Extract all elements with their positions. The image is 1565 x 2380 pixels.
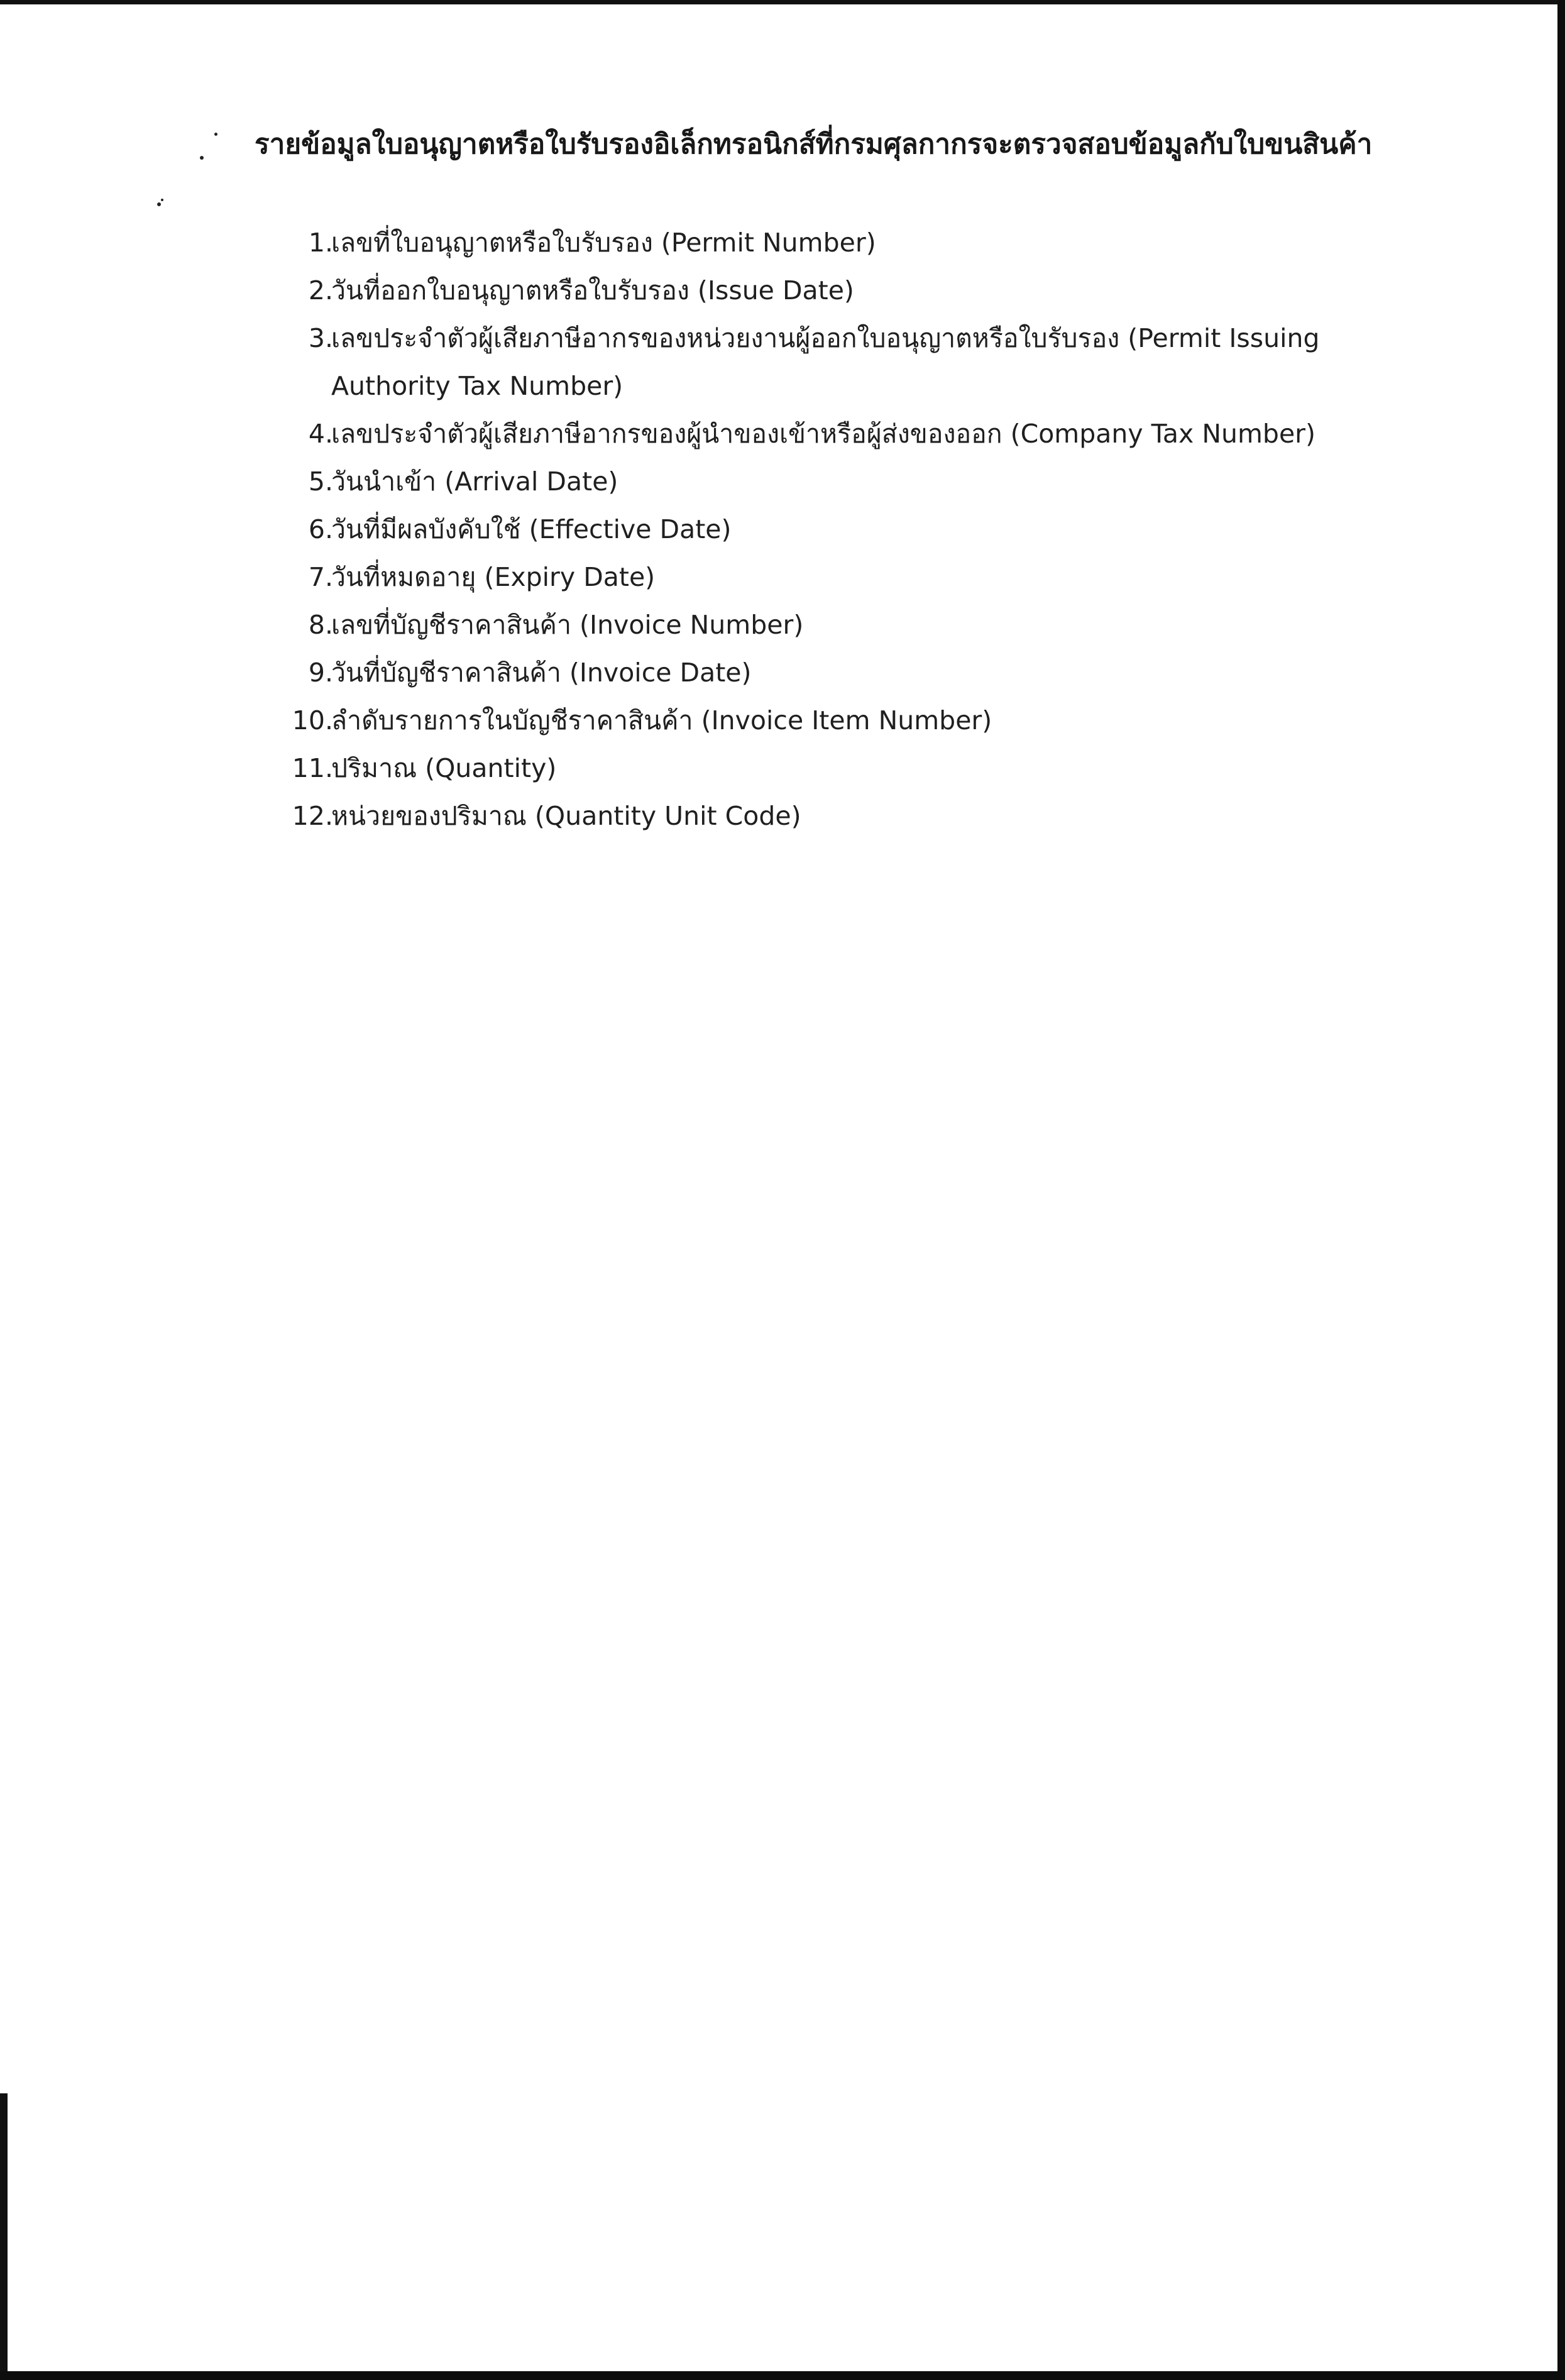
item-text: ลำดับรายการในบัญชีราคาสินค้า (Invoice Item Number) [331, 705, 992, 735]
scan-speck [161, 199, 163, 201]
list-item [273, 410, 1537, 458]
item-number: 6. [308, 514, 333, 544]
scan-edge-top [0, 0, 1565, 4]
list-item [273, 267, 1537, 314]
scan-speck [157, 202, 161, 206]
item-number: 7. [308, 562, 333, 592]
list-item [273, 649, 1537, 697]
item-text: เลขที่ใบอนุญาตหรือใบรับรอง (Permit Number) [331, 228, 876, 258]
item-number: 5. [308, 466, 333, 497]
list-item [273, 792, 1537, 840]
item-text: วันที่ออกใบอนุญาตหรือใบรับรอง (Issue Date) [331, 275, 854, 306]
item-text: เลขประจำตัวผู้เสียภาษีอากรของผู้นำของเข้าหรือผู้ส่งของออก (Company Tax Number) [331, 419, 1316, 449]
item-text: วันที่บัญชีราคาสินค้า (Invoice Date) [331, 658, 752, 688]
list-item [273, 219, 1537, 267]
item-number: 4. [308, 419, 333, 449]
item-text-continued: Authority Tax Number) [331, 371, 623, 401]
item-text: เลขประจำตัวผู้เสียภาษีอากรของหน่วยงานผู้ออกใบอนุญาตหรือใบรับรอง (Permit Issuing [331, 323, 1320, 353]
item-number: 1. [308, 228, 333, 258]
item-text: วันนำเข้า (Arrival Date) [331, 466, 618, 497]
list-item [273, 314, 1537, 410]
item-number: 10. [292, 705, 333, 735]
item-text: วันที่หมดอายุ (Expiry Date) [331, 562, 656, 592]
item-text: หน่วยของปริมาณ (Quantity Unit Code) [331, 801, 801, 831]
document-heading: รายข้อมูลใบอนุญาตหรือใบรับรองอิเล็กทรอนิกส์ที่กรมศุลกากรจะตรวจสอบข้อมูลกับใบขนสินค้า [255, 128, 1373, 160]
scan-edge-bottom [0, 2371, 1565, 2380]
item-text: วันที่มีผลบังคับใช้ (Effective Date) [331, 514, 732, 544]
item-number: 11. [292, 753, 333, 783]
list-item [273, 553, 1537, 601]
scan-edge-right [1557, 0, 1565, 2380]
scan-edge-left [0, 2093, 8, 2380]
item-number: 3. [308, 323, 333, 353]
item-number: 9. [308, 658, 333, 688]
list-item [273, 601, 1537, 649]
list-item [273, 505, 1537, 553]
item-number: 8. [308, 610, 333, 640]
list-item [273, 458, 1537, 505]
scan-speck [200, 156, 204, 160]
item-number: 12. [292, 801, 333, 831]
item-text: เลขที่บัญชีราคาสินค้า (Invoice Number) [331, 610, 804, 640]
list-item [273, 697, 1537, 744]
list-item [273, 744, 1537, 792]
item-number: 2. [308, 275, 333, 306]
item-text: ปริมาณ (Quantity) [331, 753, 557, 783]
field-list [273, 219, 1537, 840]
scan-speck [214, 133, 217, 136]
